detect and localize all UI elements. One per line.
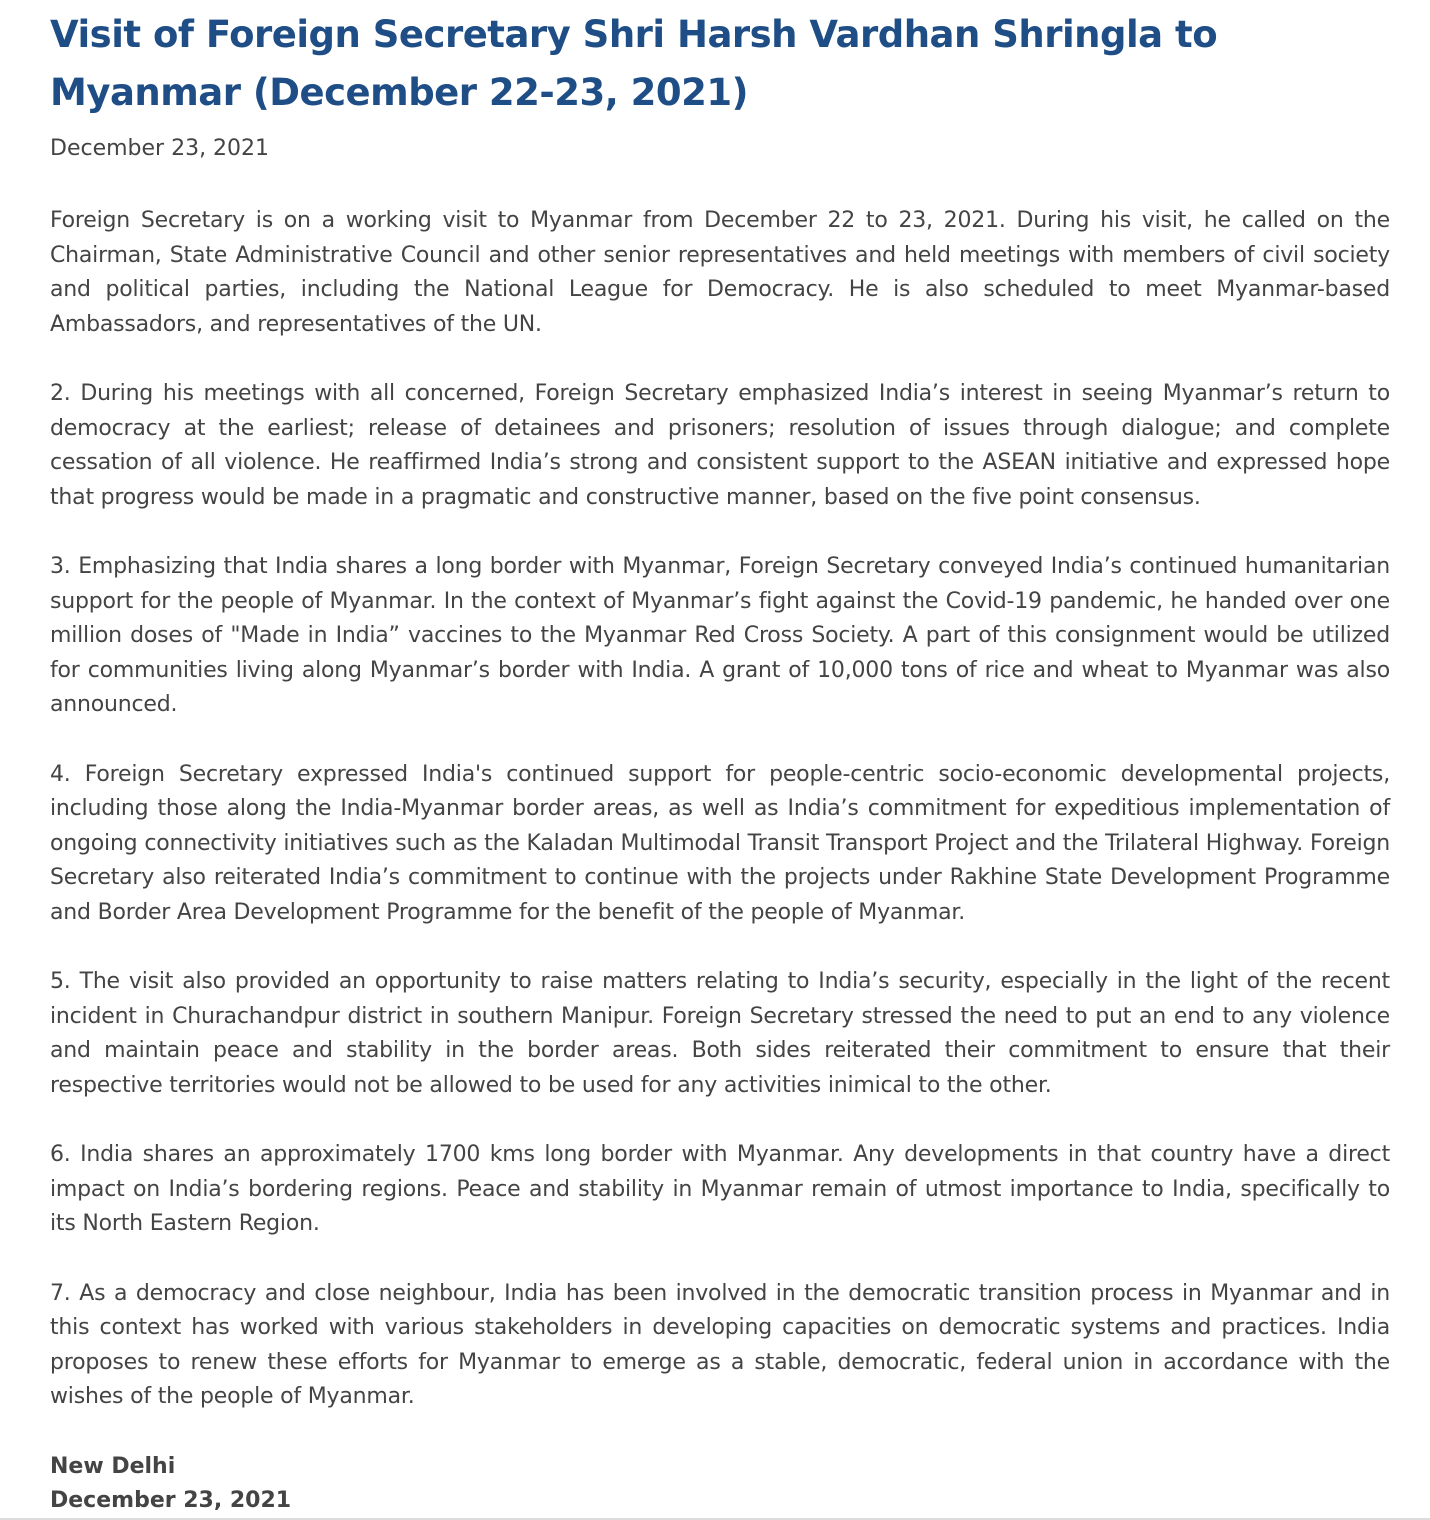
page-title: Visit of Foreign Secretary Shri Harsh Vardhan Shringla to Myanmar (December 22-23, 2021): [50, 13, 1218, 114]
paragraph-1: Foreign Secretary is on a working visit to Myanmar from December 22 to 23, 2021. During his visit, he called on the Chairman, State Administrative Council and other senior representatives and held meetings with members of civil society and political parties, including the National League for Democracy. He is also scheduled to meet Myanmar-based Ambassadors, and representatives of the UN.: [50, 208, 1390, 337]
paragraph-7: 7. As a democracy and close neighbour, India has been involved in the democratic transition process in Myanmar and in this context has worked with various stakeholders in developing capacities on democratic systems and practices. India proposes to renew these efforts for Myanmar to emerge as a stable, democratic, federal union in accordance with the wishes of the people of Myanmar.: [50, 1280, 1390, 1409]
paragraph-4: 4. Foreign Secretary expressed India's continued support for people-centric socio-economic developmental projects, including those along the India-Myanmar border areas, as well as India’s commitment for expeditious implementation of ongoing connectivity initiatives such as the Kaladan Multimodal Transit Transport Project and the Trilateral Highway. Foreign Secretary also reiterated India’s commitment to continue with the projects under Rakhine State Development Programme and Border Area Development Programme for the benefit of the people of Myanmar.: [50, 761, 1390, 925]
article-body: [50, 204, 1390, 1415]
signoff-place: New Delhi: [50, 1453, 176, 1479]
paragraph-6: 6. India shares an approximately 1700 kms long border with Myanmar. Any developments in that country have a direct impact on India’s bordering regions. Peace and stability in Myanmar remain of utmost importance to India, specifically to its North Eastern Region.: [50, 1142, 1390, 1236]
signoff-date: December 23, 2021: [50, 1488, 292, 1513]
paragraph-2: 2. During his meetings with all concerned, Foreign Secretary emphasized India’s interest in seeing Myanmar’s return to democracy at the earliest; release of detainees and prisoners; resolution of issues through dialogue; and complete cessation of all violence. He reaffirmed India’s strong and consistent support to the ASEAN initiative and expressed hope that progress would be made in a pragmatic and constructive manner, based on the five point consensus.: [50, 381, 1390, 510]
paragraph-3: 3. Emphasizing that India shares a long border with Myanmar, Foreign Secretary conveyed India’s continued humanitarian support for the people of Myanmar. In the context of Myanmar’s fight against the Covid-19 pandemic, he handed over one million doses of "Made in India” vaccines to the Myanmar Red Cross Society. A part of this consignment would be utilized for communities living along Myanmar’s border with India. A grant of 10,000 tons of rice and wheat to Myanmar was also announced.: [50, 554, 1390, 717]
paragraph-5: 5. The visit also provided an opportunity to raise matters relating to India’s security, especially in the light of the recent incident in Churachandpur district in southern Manipur. Foreign Secretary stressed the need to put an end to any violence and maintain peace and stability in the border areas. Both sides reiterated their commitment to ensure that their respective territories would not be allowed to be used for any activities inimical to the other.: [50, 969, 1390, 1098]
press-release: [50, 0, 1390, 1519]
publication-date: December 23, 2021: [50, 136, 270, 161]
